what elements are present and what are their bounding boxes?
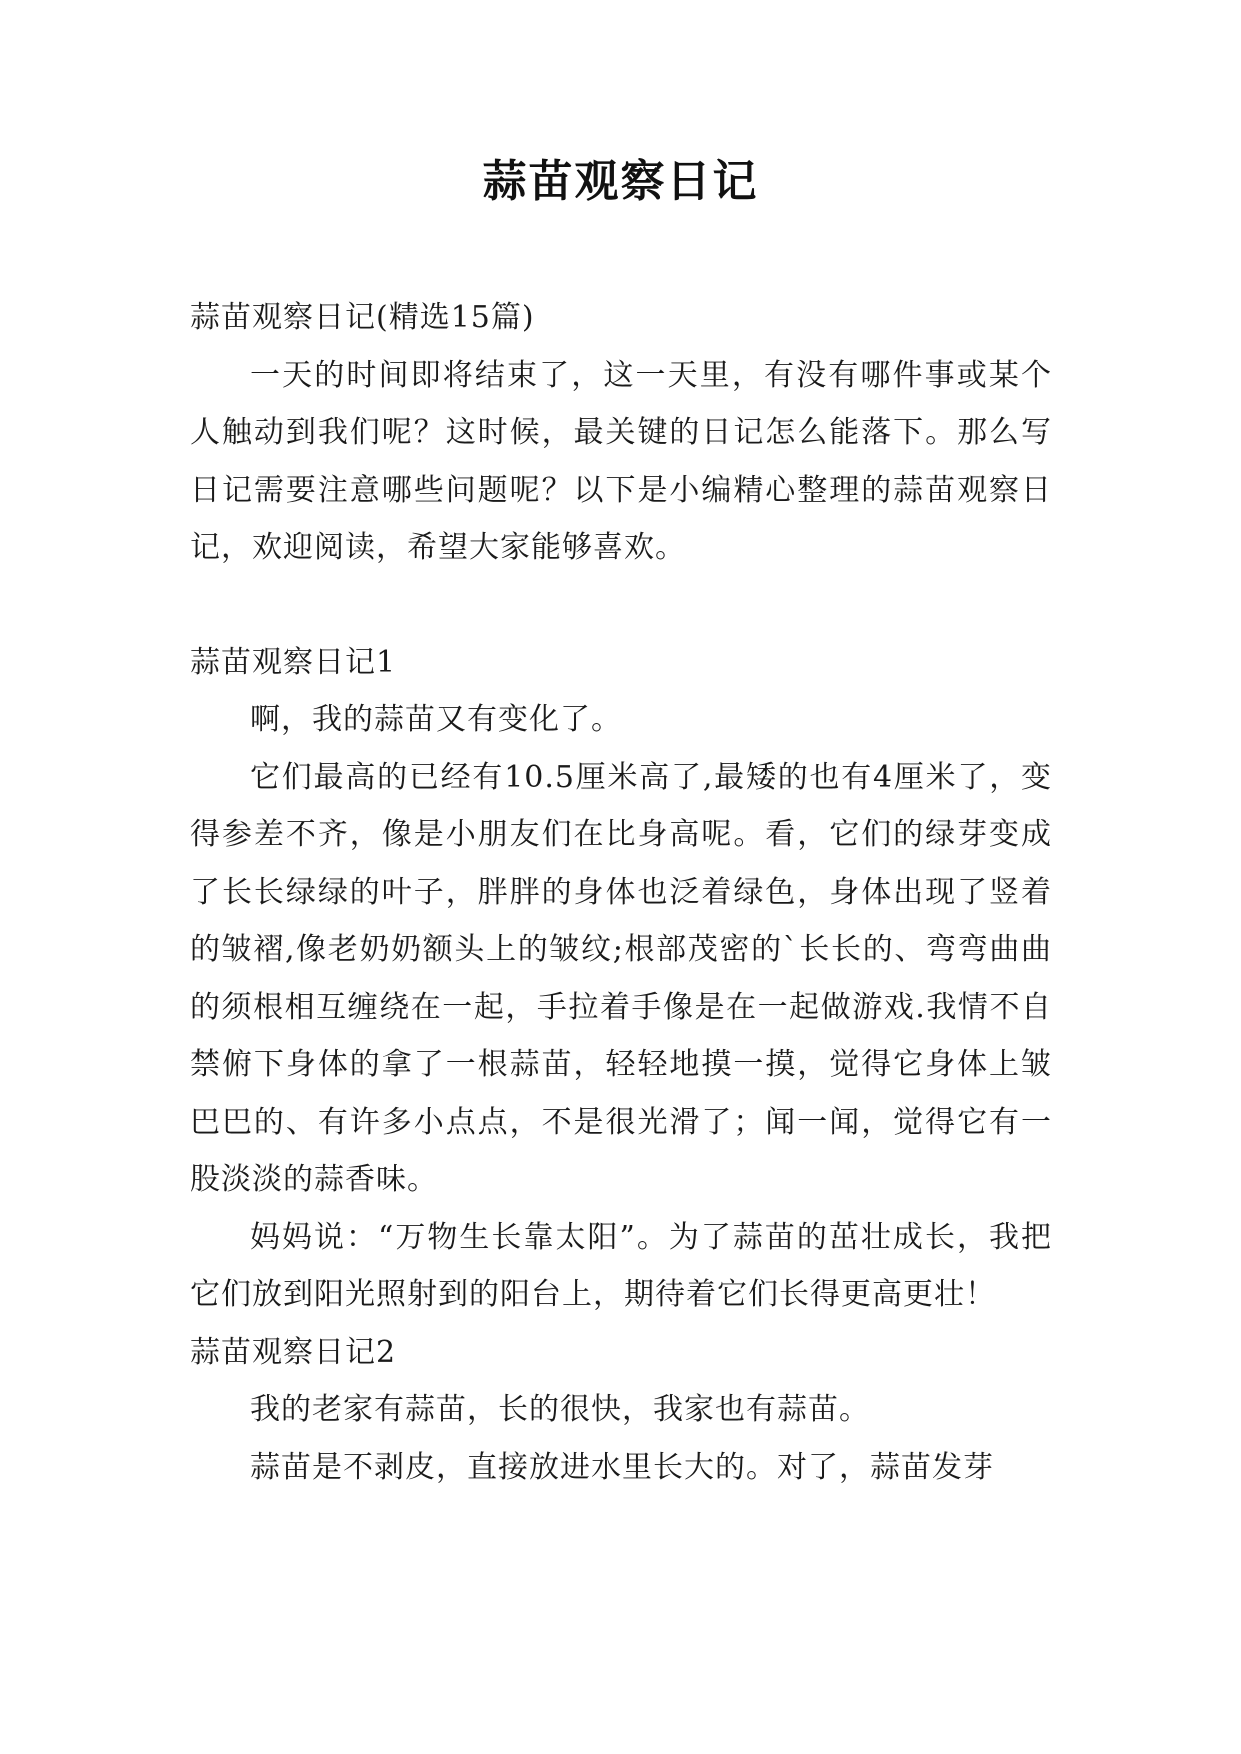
entry-paragraph: 我的老家有蒜苗，长的很快，我家也有蒜苗。 <box>250 1392 870 1427</box>
entry-paragraph: 它们最高的已经有10.5厘米高了,最矮的也有4厘米了，变得参差不齐，像是小朋友们在比身高呢。看，它们的绿芽变成了长长绿绿的叶子，胖胖的身体也泛着绿色，身体出现了竖着的皱褶,像老奶奶额头上的皱纹;根部茂密的`长长的、弯弯曲曲的须根相互缠绕在一起，手拉着手像是在一起做游戏.我情不自禁俯下身体的拿了一根蒜苗，轻轻地摸一摸，觉得它身体上皱巴巴的、有许多小点点，不是很光滑了；闻一闻，觉得它有一股淡淡的蒜香味。 <box>190 759 1052 1197</box>
diary-entry-2 <box>190 1324 1052 1497</box>
diary-entry-1 <box>190 634 1052 1324</box>
document-body <box>190 289 1052 1496</box>
entry-paragraph: 蒜苗是不剥皮，直接放进水里长大的。对了，蒜苗发芽 <box>250 1449 994 1485</box>
entry-heading: 蒜苗观察日记2 <box>190 1334 397 1370</box>
entry-paragraph: 妈妈说：“万物生长靠太阳”。为了蒜苗的茁壮成长，我把它们放到阳光照射到的阳台上，期待着它们长得更高更壮！ <box>190 1219 1052 1312</box>
section-spacer <box>190 577 1052 634</box>
entry-paragraph: 啊，我的蒜苗又有变化了。 <box>250 702 622 737</box>
entry-heading: 蒜苗观察日记1 <box>190 644 397 680</box>
document-subtitle: 蒜苗观察日记(精选15篇) <box>190 300 535 335</box>
intro-paragraph: 一天的时间即将结束了，这一天里，有没有哪件事或某个人触动到我们呢？这时候，最关键的日记怎么能落下。那么写日记需要注意哪些问题呢？以下是小编精心整理的蒜苗观察日记，欢迎阅读，希望大家能够喜欢。 <box>190 357 1052 565</box>
document-title: 蒜苗观察日记 <box>482 156 759 207</box>
